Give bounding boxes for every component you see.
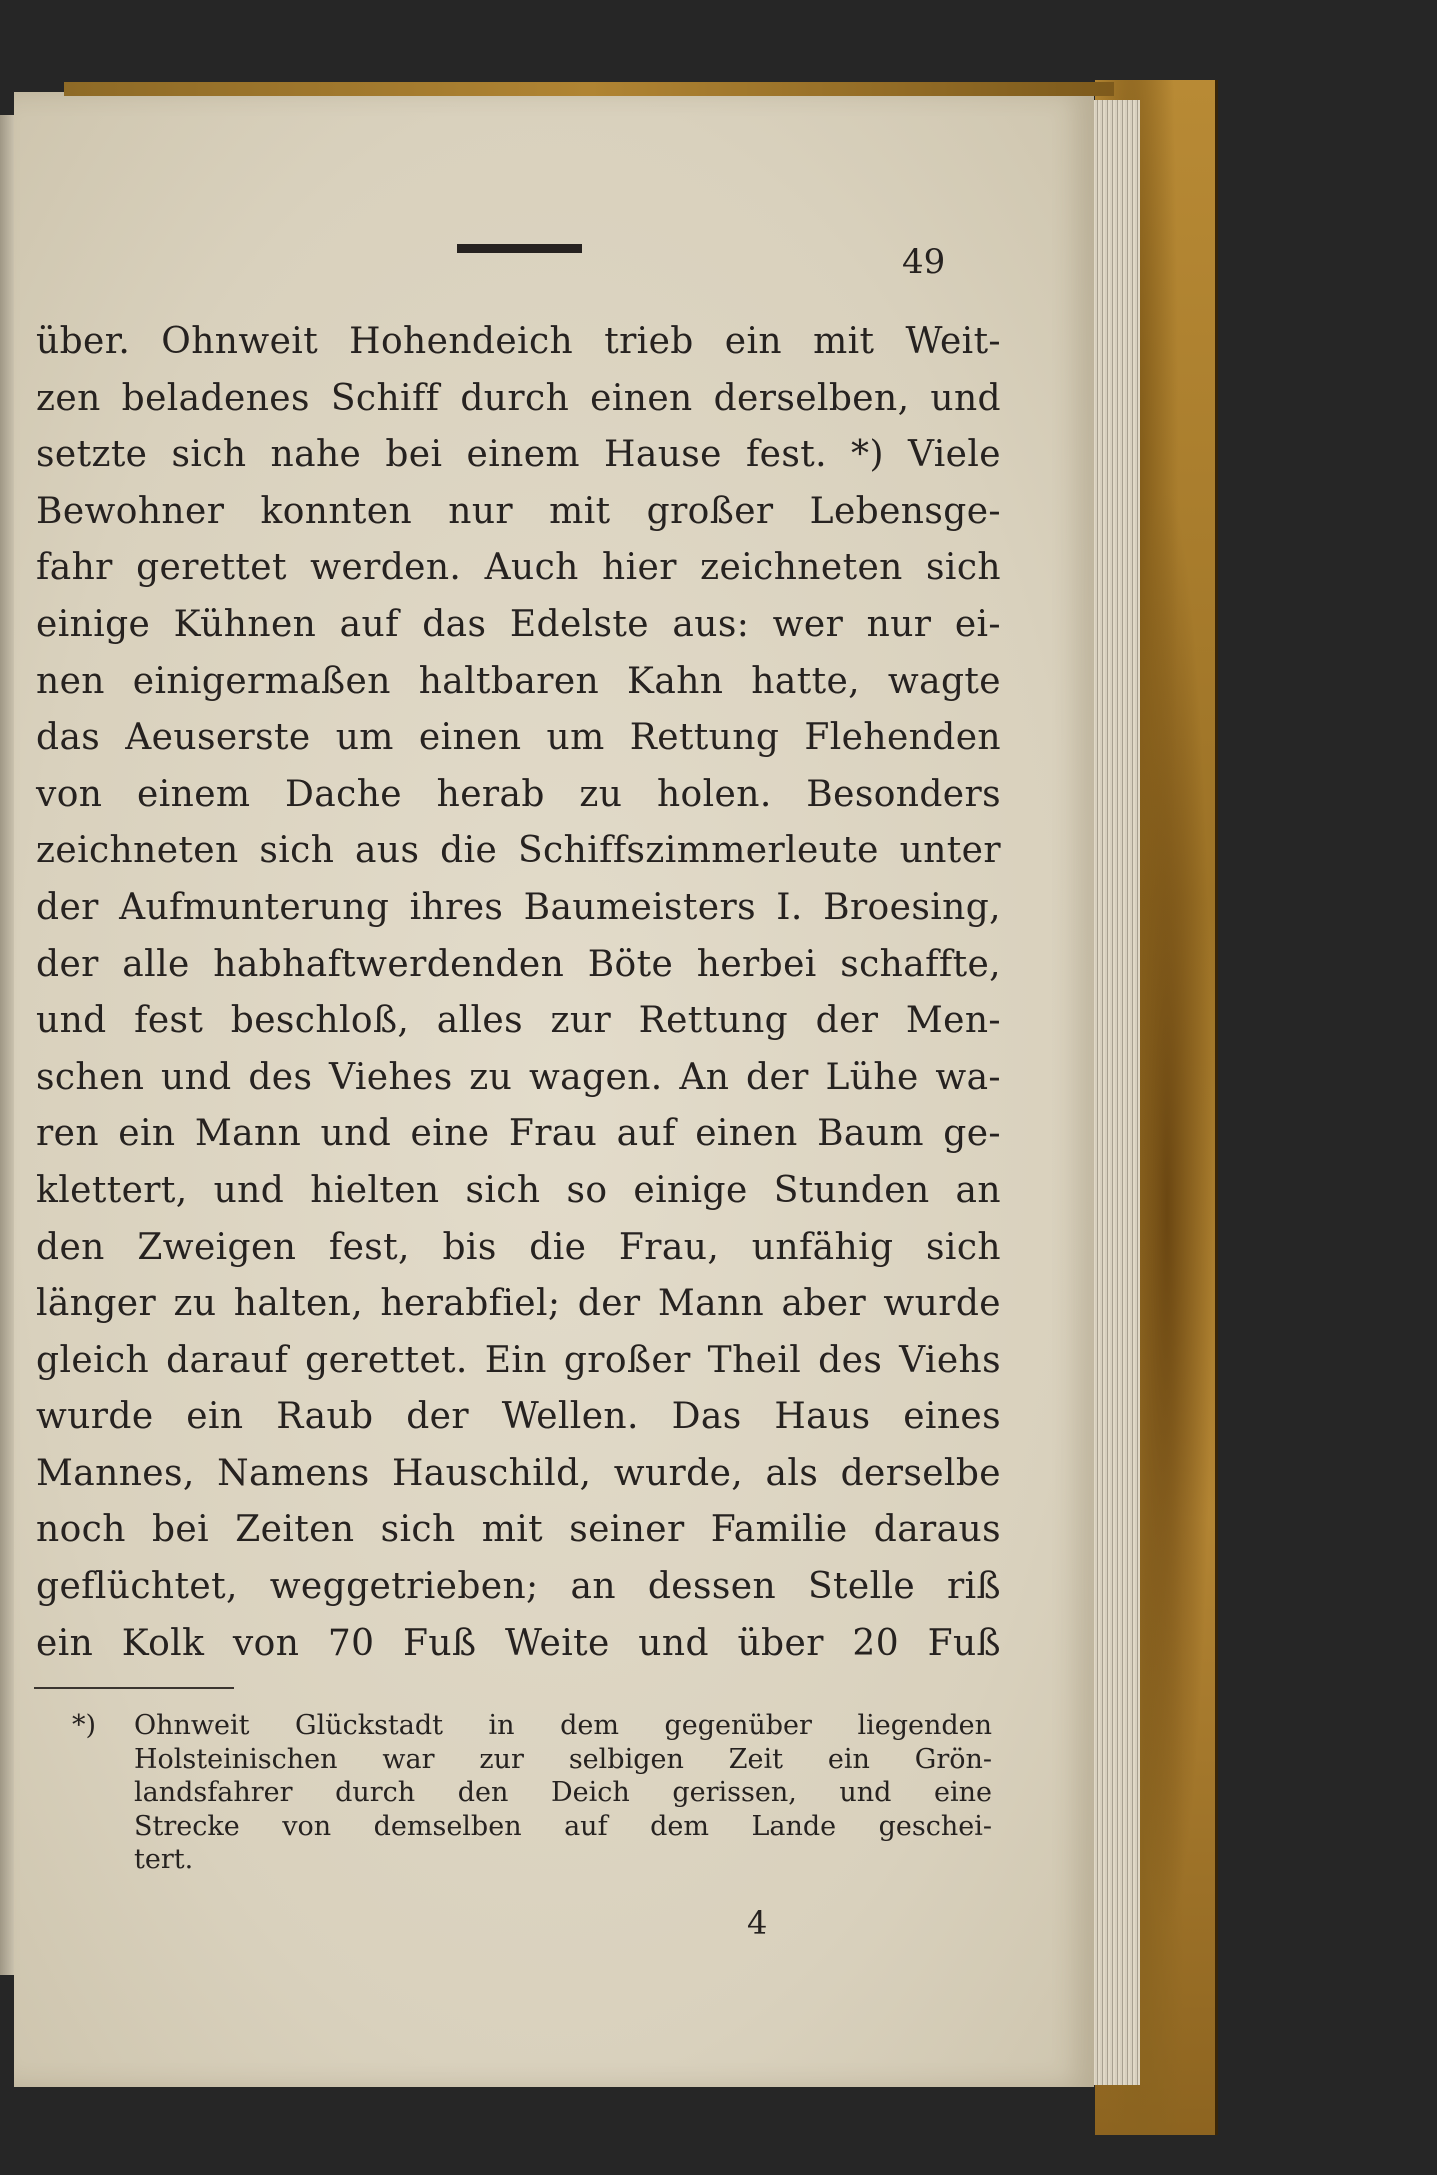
page-number: 49 xyxy=(902,242,946,282)
text-line: zeichneten sich aus die Schiffszimmerleute unter xyxy=(36,830,1001,872)
signature-mark: 4 xyxy=(747,1904,768,1942)
text-line: einige Kühnen auf das Edelste aus: wer nur ei- xyxy=(36,603,1001,645)
text-line: zen beladenes Schiff durch einen derselben, und xyxy=(36,377,1001,419)
text-line: klettert, und hielten sich so einige Stunden an xyxy=(36,1169,1001,1211)
footnote-line: tert. xyxy=(134,1844,194,1875)
book-page xyxy=(14,92,1094,2087)
text-line: Mannes, Namens Hauschild, wurde, als derselbe xyxy=(36,1452,1001,1494)
text-line: ein Kolk von 70 Fuß Weite und über 20 Fuß xyxy=(36,1622,1001,1664)
text-line: von einem Dache herab zu holen. Besonders xyxy=(36,773,1001,815)
footnote-line: Holsteinischen war zur selbigen Zeit ein Grön- xyxy=(134,1743,992,1775)
text-line: den Zweigen fest, bis die Frau, unfähig sich xyxy=(36,1226,1001,1268)
text-line: nen einigermaßen haltbaren Kahn hatte, wagte xyxy=(36,660,1001,702)
text-line: gleich darauf gerettet. Ein großer Theil des Viehs xyxy=(36,1339,1001,1381)
header-rule xyxy=(457,244,582,253)
text-line: noch bei Zeiten sich mit seiner Familie daraus xyxy=(36,1509,1001,1551)
text-line: das Aeuserste um einen um Rettung Flehenden xyxy=(36,717,1001,759)
text-line: der alle habhaftwerdenden Böte herbei schaffte, xyxy=(36,943,1001,985)
text-line: und fest beschloß, alles zur Rettung der Men- xyxy=(36,1000,1001,1042)
footnote xyxy=(42,1709,992,1877)
footnote-line: Strecke von demselben auf dem Lande geschei- xyxy=(134,1810,992,1842)
text-line: wurde ein Raub der Wellen. Das Haus eines xyxy=(36,1396,1001,1438)
text-line: der Aufmunterung ihres Baumeisters I. Broesing, xyxy=(36,886,1001,928)
text-line: setzte sich nahe bei einem Hause fest. *) Viele xyxy=(36,434,1001,476)
text-line: länger zu halten, herabfiel; der Mann aber wurde xyxy=(36,1283,1001,1325)
footnote-line: landsfahrer durch den Deich gerissen, und eine xyxy=(134,1777,992,1808)
text-line: ren ein Mann und eine Frau auf einen Baum ge- xyxy=(36,1113,1001,1155)
text-line: über. Ohnweit Hohendeich trieb ein mit Weit- xyxy=(36,321,1001,362)
body-text xyxy=(36,314,1001,1672)
footnote-line: Ohnweit Glückstadt in dem gegenüber liegenden xyxy=(134,1710,992,1741)
cover-top-edge xyxy=(64,82,1114,96)
text-line: schen und des Viehes zu wagen. An der Lühe wa- xyxy=(36,1056,1001,1098)
text-line: Bewohner konnten nur mit großer Lebensge- xyxy=(36,490,1001,532)
text-line: fahr gerettet werden. Auch hier zeichneten sich xyxy=(36,547,1001,589)
footnote-marker: *) xyxy=(72,1710,97,1741)
text-line: geflüchtet, weggetrieben; an dessen Stelle riß xyxy=(36,1566,1001,1608)
footnote-rule xyxy=(34,1687,234,1689)
